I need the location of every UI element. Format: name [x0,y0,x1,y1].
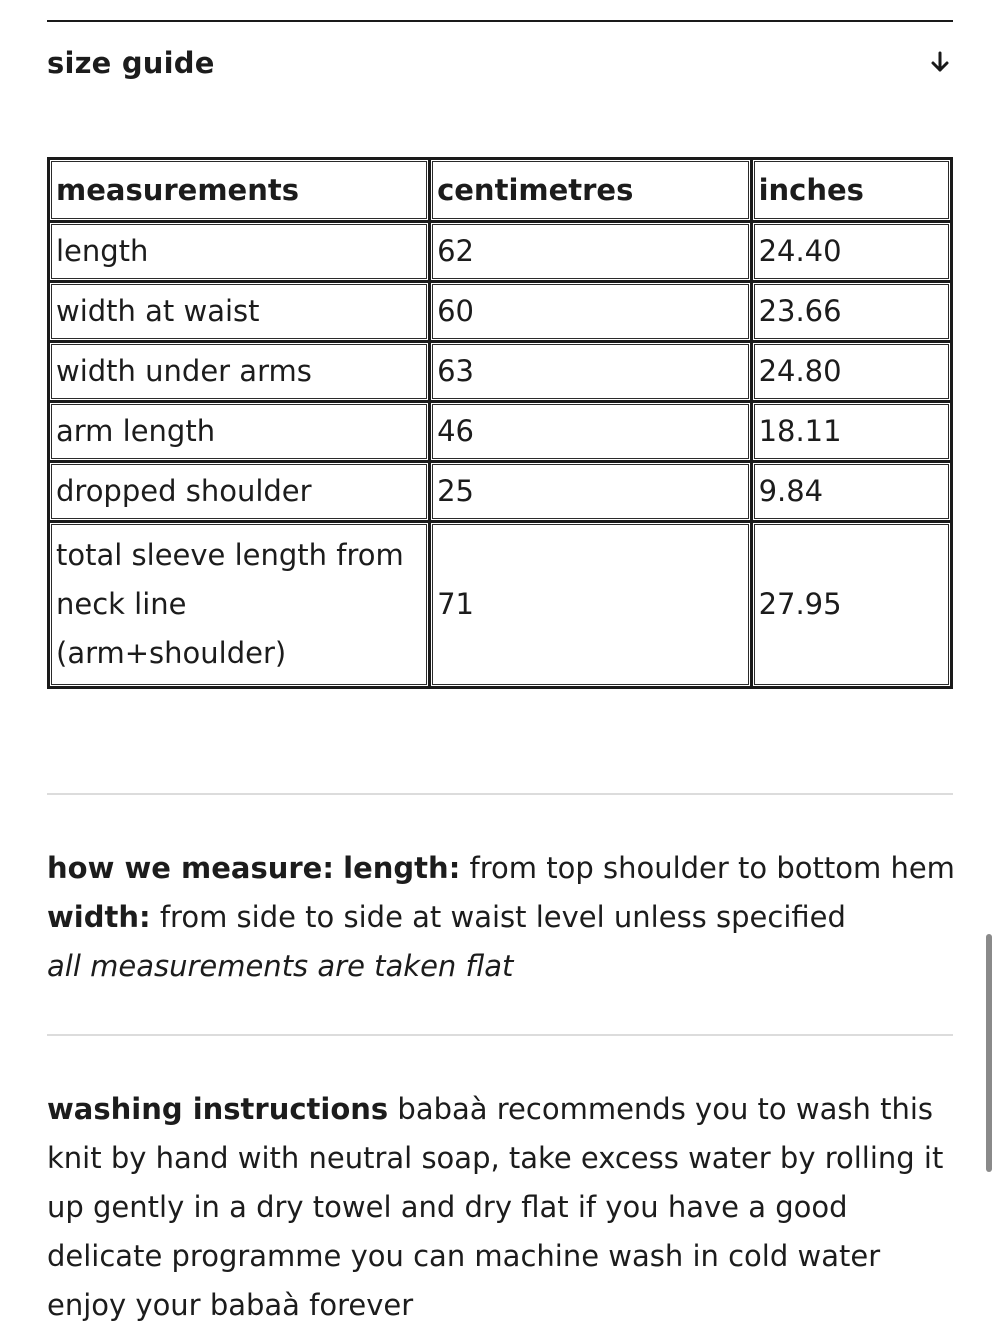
centimetres-cell: 46 [430,402,751,462]
measurement-cell: width under arms [49,342,430,402]
inches-cell: 23.66 [751,282,951,342]
centimetres-cell: 25 [430,462,751,522]
measurement-line: neck line [56,587,187,621]
measurement-cell: width at waist [49,282,430,342]
size-guide-title: size guide [47,46,215,80]
scrollbar-thumb[interactable] [986,934,992,1172]
size-guide-table [47,157,953,689]
inches-cell: 9.84 [751,462,951,522]
washing-instructions-paragraph [47,1085,957,1330]
size-guide-accordion-header[interactable] [47,40,953,96]
section-divider [47,1034,953,1036]
centimetres-cell: 63 [430,342,751,402]
how-we-measure-paragraph [47,844,957,991]
column-header-centimetres: centimetres [430,159,751,222]
washing-instructions-text: babaà recommends you to wash this knit by hand with neutral soap, take excess water by rolling it up gently in a dry towel and dry flat if you have a good delicate programme you can machine wash in cold water enjoy your babaà forever [47,1092,944,1322]
centimetres-cell: 62 [430,222,751,282]
table-row [49,222,952,282]
arrow-down-icon[interactable] [929,49,951,75]
measurement-cell: arm length [49,402,430,462]
length-description: from top shoulder to bottom hem [460,851,955,885]
inches-cell: 24.40 [751,222,951,282]
column-header-inches: inches [751,159,951,222]
table-row [49,282,952,342]
column-header-measurements: measurements [49,159,430,222]
measurement-cell [49,522,430,688]
inches-cell: 24.80 [751,342,951,402]
centimetres-cell: 60 [430,282,751,342]
table-row [49,402,952,462]
flat-measurement-note: all measurements are taken flat [47,949,514,983]
section-divider [47,793,953,795]
measurement-cell: dropped shoulder [49,462,430,522]
inches-cell: 27.95 [751,522,951,688]
centimetres-cell: 71 [430,522,751,688]
top-divider [47,20,953,22]
measurement-line: (arm+shoulder) [56,636,287,670]
washing-instructions-heading: washing instructions [47,1092,389,1126]
table-row [49,462,952,522]
table-row [49,342,952,402]
width-description: from side to side at waist level unless specified [150,900,846,934]
how-we-measure-heading: how we measure: [47,851,334,885]
table-row [49,522,952,688]
measurement-line: total sleeve length from [56,538,404,572]
measurement-cell: length [49,222,430,282]
width-label: width: [47,900,151,934]
table-header-row [49,159,952,222]
inches-cell: 18.11 [751,402,951,462]
length-label: length: [343,851,461,885]
